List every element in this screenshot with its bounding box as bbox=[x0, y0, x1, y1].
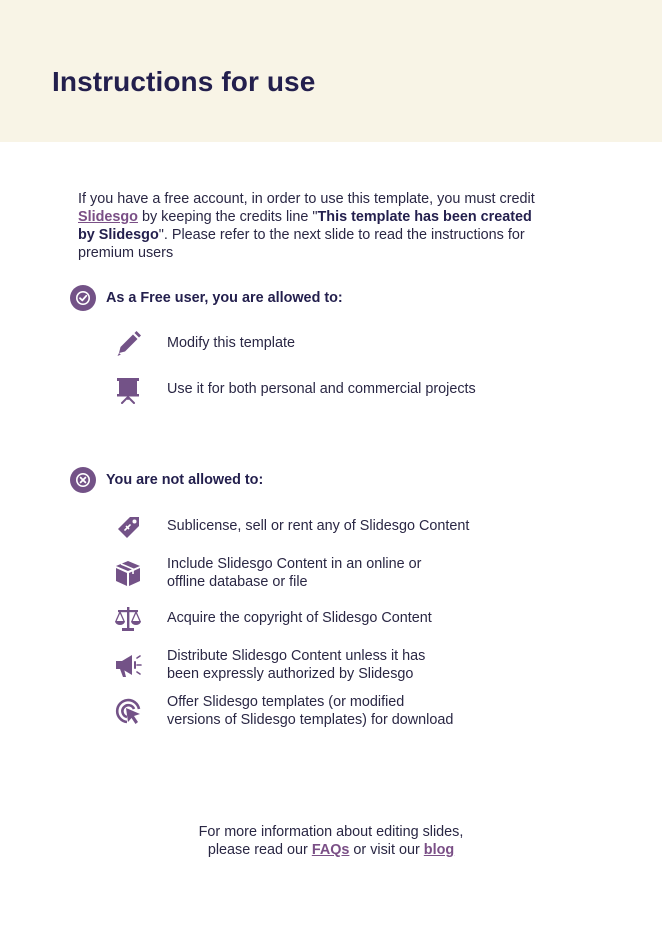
line-2: been expressly authorized by Slidesgo bbox=[167, 665, 414, 682]
line-2: offline database or file bbox=[167, 573, 308, 590]
line-1: Distribute Slidesgo Content unless it has bbox=[167, 648, 426, 664]
footer-text-2: or visit our bbox=[349, 842, 424, 858]
line-1: Sublicense, sell or rent any of Slidesgo Content bbox=[167, 518, 470, 534]
check-icon bbox=[70, 285, 96, 311]
footer-text-1: please read our bbox=[207, 842, 312, 858]
intro-paragraph bbox=[78, 190, 548, 262]
not-allowed-item bbox=[112, 694, 454, 728]
allowed-item-text: Modify this template bbox=[167, 335, 295, 352]
pencil-icon bbox=[112, 328, 144, 360]
cursor-click-icon bbox=[112, 695, 144, 727]
not-allowed-item-text bbox=[167, 518, 469, 536]
presentation-board-icon bbox=[112, 374, 144, 406]
slidesgo-link[interactable]: Slidesgo bbox=[78, 209, 138, 225]
footer-line-1: For more information about editing slides, bbox=[198, 824, 464, 840]
not-allowed-item bbox=[112, 603, 432, 635]
allowed-label: As a Free user, you are allowed to: bbox=[106, 290, 343, 306]
allowed-item bbox=[112, 328, 295, 360]
price-tag-icon bbox=[112, 511, 144, 543]
intro-text-2: by keeping the credits line " bbox=[137, 209, 318, 225]
blog-link[interactable]: blog bbox=[423, 842, 455, 858]
allowed-item bbox=[112, 374, 476, 406]
intro-credits-line: This template has been created by Slidesgo bbox=[78, 209, 532, 243]
not-allowed-item bbox=[112, 648, 426, 682]
scales-icon bbox=[112, 603, 144, 635]
box-icon bbox=[112, 557, 144, 589]
not-allowed-section-header bbox=[70, 467, 263, 493]
intro-text-1: If you have a free account, in order to use this template, you must credit bbox=[78, 191, 535, 207]
allowed-section-header bbox=[70, 285, 343, 311]
line-1: Acquire the copyright of Slidesgo Content bbox=[167, 610, 432, 626]
not-allowed-item-text bbox=[167, 648, 425, 683]
not-allowed-label: You are not allowed to: bbox=[106, 472, 264, 488]
intro-text-3: ". Please refer to the next slide to read the instructions for premium users bbox=[78, 227, 525, 261]
not-allowed-item bbox=[112, 556, 422, 590]
line-2: versions of Slidesgo templates) for download bbox=[167, 711, 454, 728]
not-allowed-item-text bbox=[167, 610, 432, 628]
megaphone-icon bbox=[112, 649, 144, 681]
cross-icon bbox=[70, 467, 96, 493]
not-allowed-item bbox=[112, 511, 470, 543]
not-allowed-item-text bbox=[167, 694, 453, 729]
allowed-item-text: Use it for both personal and commercial projects bbox=[167, 381, 476, 398]
not-allowed-item-text bbox=[167, 556, 421, 591]
footer-note bbox=[0, 823, 662, 859]
faqs-link[interactable]: FAQs bbox=[311, 842, 350, 858]
line-1: Offer Slidesgo templates (or modified bbox=[167, 694, 405, 710]
line-1: Include Slidesgo Content in an online or bbox=[167, 556, 422, 572]
page-title: Instructions for use bbox=[52, 66, 316, 97]
